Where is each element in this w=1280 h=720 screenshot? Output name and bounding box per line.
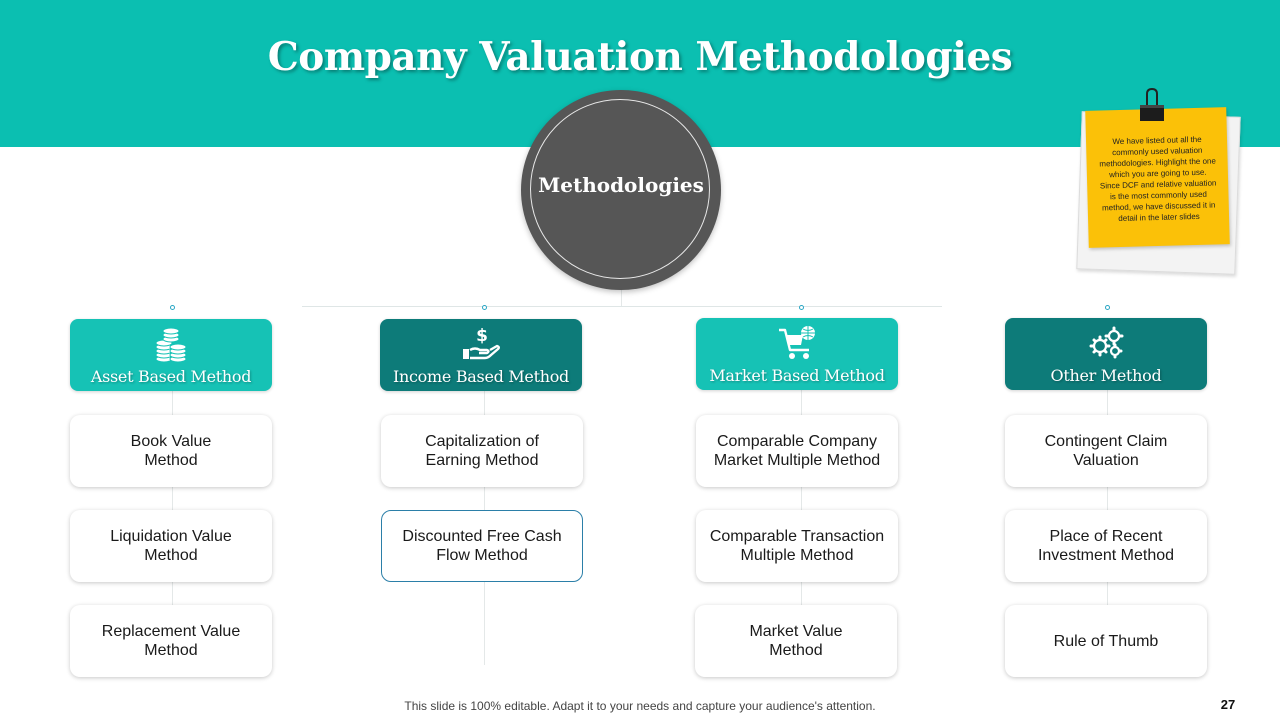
- header-label: Market Based Method: [709, 366, 885, 385]
- header-other-method: [1005, 318, 1207, 390]
- method-card: Comparable Transaction Multiple Method: [696, 510, 898, 582]
- connector-dot: [799, 305, 804, 310]
- method-card: Market Value Method: [695, 605, 897, 677]
- coins-stack-icon: [151, 325, 191, 363]
- connector-center: [621, 290, 622, 306]
- method-card: Replacement Value Method: [70, 605, 272, 677]
- method-card: Capitalization of Earning Method: [381, 415, 583, 487]
- header-market-based-method: [696, 318, 898, 390]
- connector-dot: [1105, 305, 1110, 310]
- page-number: 27: [1220, 697, 1236, 712]
- binder-clip-icon: [1138, 88, 1166, 124]
- method-card: Comparable Company Market Multiple Method: [696, 415, 898, 487]
- method-card: Liquidation Value Method: [70, 510, 272, 582]
- circle-label: Methodologies: [538, 173, 704, 197]
- methodologies-circle: [521, 90, 721, 290]
- connector-horizontal: [302, 306, 942, 307]
- connector-dot: [170, 305, 175, 310]
- connector-dot: [482, 305, 487, 310]
- method-card: Contingent Claim Valuation: [1005, 415, 1207, 487]
- svg-text:$: $: [476, 326, 488, 346]
- slide-title: Company Valuation Methodologies: [267, 34, 1013, 80]
- footer-text: This slide is 100% editable. Adapt it to your needs and capture your audience's attention.: [404, 699, 876, 713]
- shopping-cart-globe-icon: [777, 324, 817, 362]
- gears-icon: [1086, 324, 1126, 362]
- hand-dollar-icon: [461, 325, 501, 363]
- header-income-based-method: [380, 319, 582, 391]
- method-card: Rule of Thumb: [1005, 605, 1207, 677]
- method-card: Book Value Method: [70, 415, 272, 487]
- header-label: Other Method: [1050, 366, 1162, 385]
- sticky-note-text: We have listed out all the commonly used valuation methodologies. Highlight the one which you are going to use. Since DCF and relative valuation is the most commonly used method, we have discussed it in detail in the later slides: [1099, 134, 1217, 224]
- header-asset-based-method: [70, 319, 272, 391]
- header-label: Asset Based Method: [90, 367, 252, 386]
- sticky-note: [1085, 107, 1230, 248]
- header-label: Income Based Method: [392, 367, 569, 386]
- method-card: Place of Recent Investment Method: [1005, 510, 1207, 582]
- method-card-highlighted: Discounted Free Cash Flow Method: [381, 510, 583, 582]
